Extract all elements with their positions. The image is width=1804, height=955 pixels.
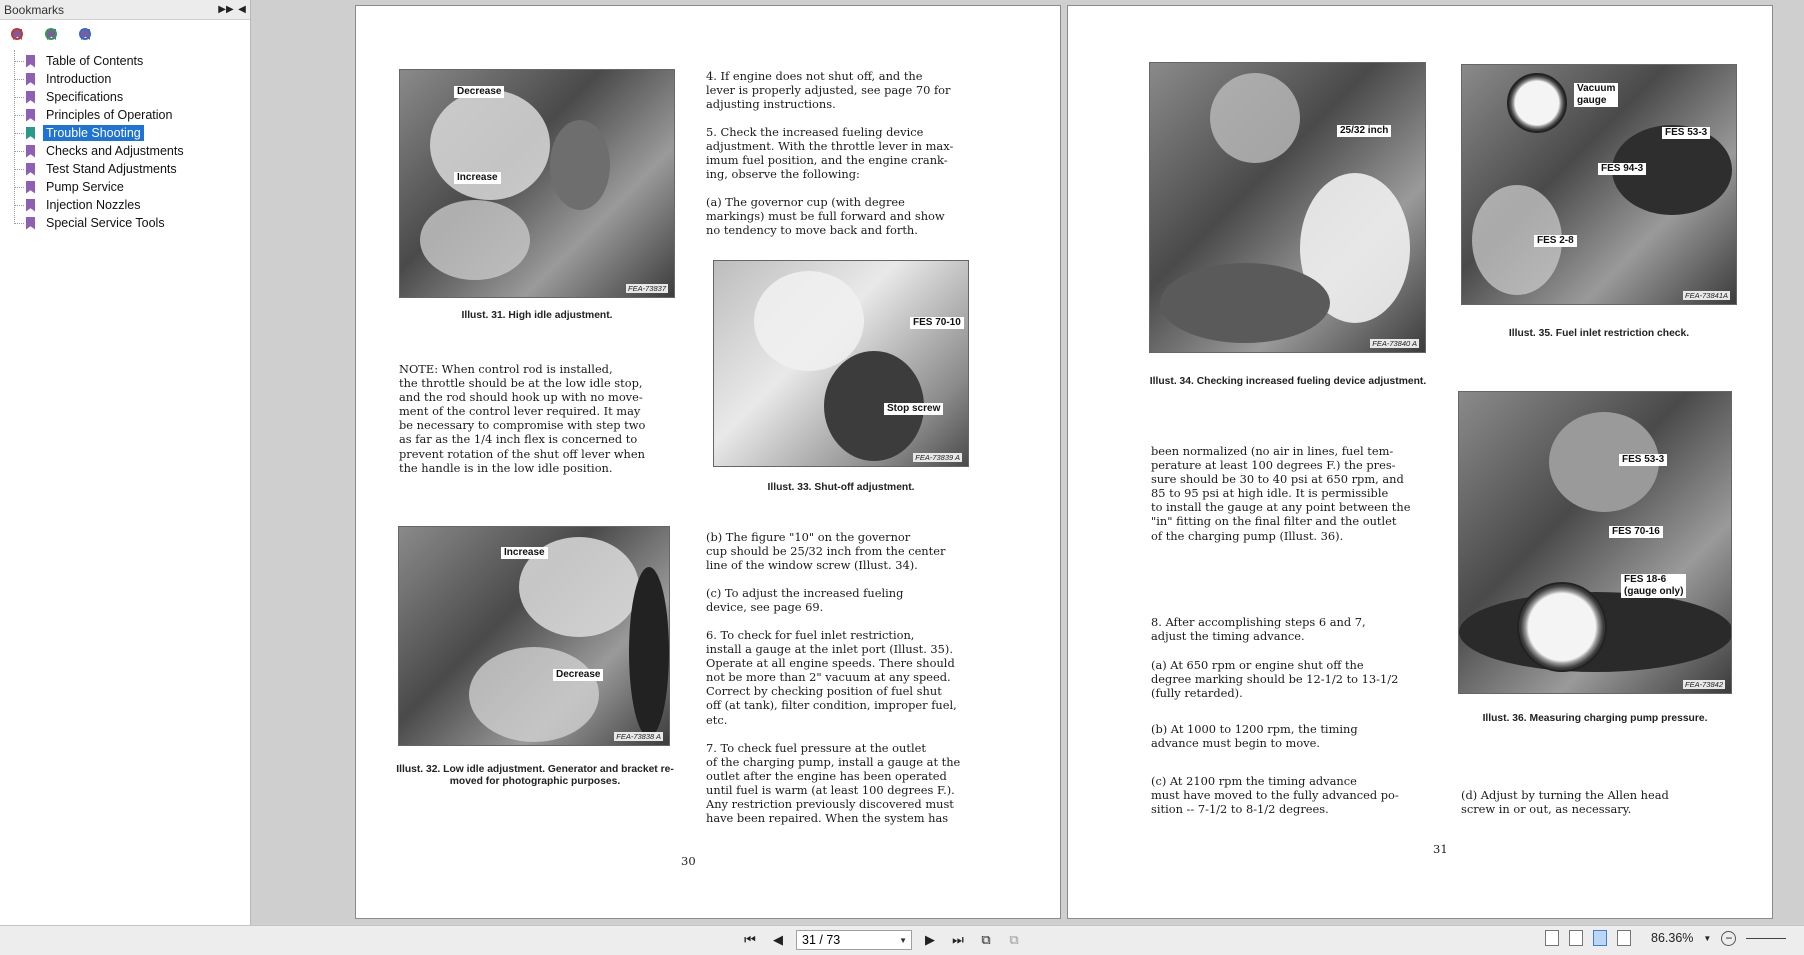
- bookmark-item-pump-service[interactable]: Pump Service: [0, 178, 250, 196]
- bookmark-item-trouble-shooting[interactable]: Trouble Shooting: [0, 124, 250, 142]
- bookmark-icon: [26, 73, 35, 86]
- bookmark-item-specifications[interactable]: Specifications: [0, 88, 250, 106]
- collapse-panel-icon[interactable]: ◀: [238, 4, 246, 15]
- tag-fes-70-16: FES 70-16: [1609, 526, 1663, 538]
- single-page-view-icon[interactable]: [1545, 930, 1559, 946]
- zoom-level[interactable]: 86.36%: [1651, 931, 1694, 945]
- bottom-toolbar: [0, 925, 1804, 955]
- illust-35-photo: [1461, 64, 1737, 305]
- paragraph-step-7-continued: been normalized (no air in lines, fuel tem- perature at least 100 degrees F.) the pres- sure should be 30 to 40 psi at 650 rpm, and 85 to 95 psi at high idle. It is permissible to install the gauge at any point between the "in" fitting on the final filter and the outlet of the charging pump (Illust. 36).: [1151, 444, 1411, 543]
- paragraph-step-8a: (a) At 650 rpm or engine shut off the degree marking should be 12-1/2 to 13-1/2 (fully retarded).: [1151, 658, 1399, 701]
- document-page-30: [355, 5, 1061, 919]
- bookmark-icon: [26, 145, 35, 158]
- tag-decrease: Decrease: [553, 669, 603, 681]
- continuous-facing-view-icon[interactable]: [1617, 930, 1631, 946]
- tag-fes-53-3: FES 53-3: [1662, 127, 1710, 139]
- facing-view-icon[interactable]: [1593, 930, 1607, 946]
- paragraph-step-5: 5. Check the increased fueling device adjustment. With the throttle lever in max- imum fuel position, and the engine crank- ing, observe the following:: [706, 125, 954, 182]
- illust-33-photo: [713, 260, 969, 467]
- illust-34-photo: [1149, 62, 1426, 353]
- bookmarks-title: Bookmarks: [4, 2, 65, 17]
- bookmark-icon: [26, 217, 35, 230]
- bookmark-icon: [26, 55, 35, 68]
- tag-vacuum-gauge: Vacuum gauge: [1574, 83, 1618, 107]
- bookmarks-tree: [0, 50, 250, 232]
- bookmark-icon: [26, 163, 35, 176]
- figure-code: FEA-73840 A: [1372, 339, 1417, 348]
- page-navigation: [740, 930, 1024, 950]
- bookmark-icon: [26, 109, 35, 122]
- next-view-icon[interactable]: ⧉: [1009, 932, 1019, 947]
- zoom-out-icon[interactable]: −: [1721, 931, 1736, 946]
- bookmark-icon: [26, 181, 35, 194]
- figure-code: FEA-73837: [628, 284, 666, 293]
- page-number-input[interactable]: 31 / 73 ▼: [796, 930, 912, 950]
- bookmark-icon: [26, 199, 35, 212]
- continuous-view-icon[interactable]: [1569, 930, 1583, 946]
- chevron-down-icon: ▼: [899, 935, 907, 945]
- figure-code: FEA-73841A: [1685, 291, 1728, 300]
- tag-increase: Increase: [454, 172, 501, 184]
- figure-code: FEA-73839 A: [915, 453, 960, 462]
- illust-35-caption: Illust. 35. Fuel inlet restriction check.: [1508, 328, 1690, 339]
- paragraph-step-6: 6. To check for fuel inlet restriction, install a gauge at the inlet port (Illust. 35). Operate at all engine speeds. There should not be more than 2" vacuum at any speed. Correct by checking position of fuel shut off (at tank), filter condition, improper fuel, etc.: [706, 628, 957, 727]
- tag-fes-70-10: FES 70-10: [910, 317, 964, 329]
- bookmark-item-special-service-tools[interactable]: Special Service Tools: [0, 214, 250, 232]
- illust-31-photo: [399, 69, 675, 298]
- illust-36-caption: Illust. 36. Measuring charging pump pressure.: [1482, 713, 1708, 724]
- figure-code: FEA-73842: [1685, 680, 1723, 689]
- bookmark-item-principles-of-operation[interactable]: Principles of Operation: [0, 106, 250, 124]
- paragraph-step-5b: (b) The figure "10" on the governor cup should be 25/32 inch from the center line of the window screw (Illust. 34).: [706, 530, 946, 573]
- illust-33-caption: Illust. 33. Shut-off adjustment.: [767, 482, 915, 493]
- bookmark-properties-icon[interactable]: [78, 27, 94, 43]
- paragraph-step-8d: (d) Adjust by turning the Allen head screw in or out, as necessary.: [1461, 788, 1669, 817]
- document-page-31: [1067, 5, 1773, 919]
- bookmark-icon: [26, 91, 35, 104]
- bookmark-item-table-of-contents[interactable]: Table of Contents: [0, 52, 250, 70]
- panel-options-icon[interactable]: ▶▶: [218, 4, 234, 15]
- paragraph-step-5c: (c) To adjust the increased fueling device, see page 69.: [706, 586, 904, 615]
- bookmark-item-checks-and-adjustments[interactable]: Checks and Adjustments: [0, 142, 250, 160]
- bookmark-item-injection-nozzles[interactable]: Injection Nozzles: [0, 196, 250, 214]
- bookmarks-header: [0, 0, 250, 20]
- page-number: 31: [1433, 842, 1448, 856]
- tag-fes-18-6: FES 18-6 (gauge only): [1621, 574, 1686, 598]
- page-number: 30: [681, 854, 696, 868]
- next-page-icon[interactable]: ▶: [925, 932, 935, 947]
- illust-34-caption: Illust. 34. Checking increased fueling device adjustment.: [1149, 376, 1427, 387]
- paragraph-step-8b: (b) At 1000 to 1200 rpm, the timing advance must begin to move.: [1151, 722, 1358, 751]
- delete-bookmark-icon[interactable]: [10, 27, 26, 43]
- zoom-slider[interactable]: [1746, 938, 1786, 939]
- tag-fes-94-3: FES 94-3: [1598, 163, 1646, 175]
- tag-increase: Increase: [501, 547, 548, 559]
- illust-32-photo: [398, 526, 670, 746]
- paragraph-step-8c: (c) At 2100 rpm the timing advance must have moved to the fully advanced po- sition -- 7-1/2 to 8-1/2 degrees.: [1151, 774, 1399, 817]
- add-bookmark-icon[interactable]: [44, 27, 60, 43]
- bookmark-icon: [26, 127, 35, 140]
- illust-36-photo: [1458, 391, 1732, 694]
- bookmarks-panel: [0, 0, 251, 925]
- paragraph-step-7: 7. To check fuel pressure at the outlet of the charging pump, install a gauge at the outlet after the engine has been operated until fuel is warm (at least 100 degrees F.). Any restriction previously discovered must have been repaired. When the system has: [706, 741, 961, 826]
- tag-decrease: Decrease: [454, 86, 504, 98]
- bookmarks-toolbar: [0, 20, 250, 50]
- bookmark-item-test-stand-adjustments[interactable]: Test Stand Adjustments: [0, 160, 250, 178]
- view-tools: [1545, 930, 1786, 946]
- last-page-icon[interactable]: ⏭: [952, 932, 964, 947]
- tag-stop-screw: Stop screw: [884, 403, 943, 415]
- paragraph-step-8: 8. After accomplishing steps 6 and 7, adjust the timing advance.: [1151, 615, 1366, 644]
- figure-code: FEA-73838 A: [616, 732, 661, 741]
- zoom-dropdown-icon[interactable]: ▼: [1703, 933, 1712, 943]
- paragraph-step-5a: (a) The governor cup (with degree markings) must be full forward and show no tendency to move back and forth.: [706, 195, 945, 238]
- note-paragraph: NOTE: When control rod is installed, the throttle should be at the low idle stop, and the rod should hook up with no move- ment of the control lever required. It may be necessary to compromise with step two as far as the 1/4 inch flex is concerned to prevent rotation of the shut off lever when the handle is in the low idle position.: [399, 362, 646, 475]
- first-page-icon[interactable]: ⏮: [744, 932, 756, 947]
- tag-fes-53-3: FES 53-3: [1619, 454, 1667, 466]
- illust-32-caption: Illust. 32. Low idle adjustment. Generator and bracket re- moved for photographic purposes.: [396, 764, 674, 787]
- tag-fes-2-8: FES 2-8: [1534, 235, 1577, 247]
- previous-page-icon[interactable]: ◀: [773, 932, 783, 947]
- paragraph-step-4: 4. If engine does not shut off, and the lever is properly adjusted, see page 70 for adjusting instructions.: [706, 69, 951, 112]
- bookmark-item-introduction[interactable]: Introduction: [0, 70, 250, 88]
- tag-25-32-inch: 25/32 inch: [1337, 125, 1391, 137]
- illust-31-caption: Illust. 31. High idle adjustment.: [461, 310, 613, 321]
- previous-view-icon[interactable]: ⧉: [981, 932, 991, 947]
